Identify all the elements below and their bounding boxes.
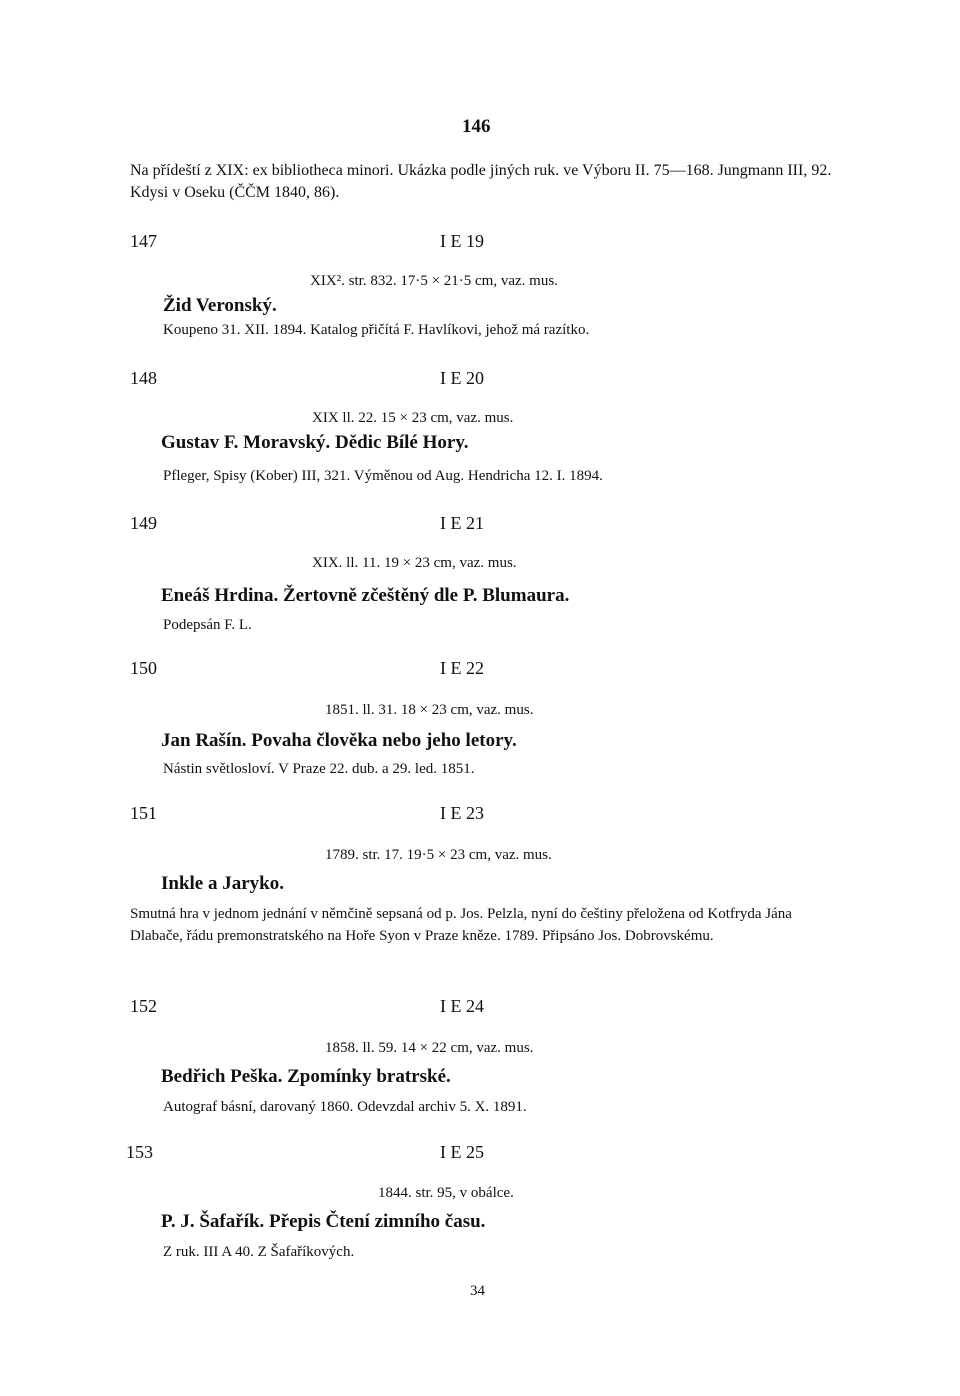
entry-note: Autograf básní, darovaný 1860. Odevzdal archiv 5. X. 1891. (163, 1099, 527, 1115)
entry-physical-description: 1851. ll. 31. 18 × 23 cm, vaz. mus. (325, 702, 534, 718)
entry-number: 150 (130, 658, 157, 678)
entry-number: 152 (130, 996, 157, 1016)
entry-signature: I E 23 (440, 803, 484, 823)
entry-title: Jan Rašín. Povaha člověka nebo jeho letory. (161, 730, 517, 751)
entry-title: Inkle a Jaryko. (161, 873, 284, 894)
entry-signature: I E 24 (440, 996, 484, 1016)
entry-number: 153 (126, 1142, 153, 1162)
entry-physical-description: 1858. ll. 59. 14 × 22 cm, vaz. mus. (325, 1040, 534, 1056)
entry-physical-description: XIX ll. 22. 15 × 23 cm, vaz. mus. (312, 410, 514, 426)
entry-note: Smutná hra v jednom jednání v němčině sepsaná od p. Jos. Pelzla, nyní do češtiny přeložena od Kotfryda Jána Dlabače, řádu premonstratského na Hoře Syon v Praze kněze. 1789. Připsáno Jos. Dobrovskému. (130, 906, 792, 944)
intro-paragraph: Na přídeští z XIX: ex bibliotheca minori. Ukázka podle jiných ruk. ve Výboru II. 75—168. Jungmann III, 92. Kdysi v Oseku (ČČM 1840, 86). (130, 162, 832, 201)
entry-title: Žid Veronský. (163, 295, 277, 316)
entry-note: Koupeno 31. XII. 1894. Katalog přičítá F. Havlíkovi, jehož má razítko. (163, 322, 590, 338)
entry-note: Podepsán F. L. (163, 617, 252, 633)
entry-signature: I E 22 (440, 658, 484, 678)
entry-number: 148 (130, 368, 157, 388)
entry-physical-description: 1844. str. 95, v obálce. (378, 1185, 514, 1201)
page-number: 146 (462, 116, 491, 137)
footer-page-number: 34 (470, 1283, 485, 1299)
entry-title: Bedřich Peška. Zpomínky bratrské. (161, 1066, 451, 1087)
entry-physical-description: XIX². str. 832. 17·5 × 21·5 cm, vaz. mus. (310, 273, 558, 289)
entry-note: Pfleger, Spisy (Kober) III, 321. Výměnou od Aug. Hendricha 12. I. 1894. (163, 468, 603, 484)
entry-physical-description: 1789. str. 17. 19·5 × 23 cm, vaz. mus. (325, 847, 552, 863)
entry-signature: I E 21 (440, 513, 484, 533)
entry-title: P. J. Šafařík. Přepis Čtení zimního času. (161, 1211, 486, 1232)
entry-number: 149 (130, 513, 157, 533)
entry-signature: I E 20 (440, 368, 484, 388)
entry-title: Eneáš Hrdina. Žertovně zčeštěný dle P. Blumaura. (161, 585, 570, 606)
entry-title: Gustav F. Moravský. Dědic Bílé Hory. (161, 432, 469, 453)
entry-note: Z ruk. III A 40. Z Šafaříkových. (163, 1244, 355, 1260)
entry-number: 151 (130, 803, 157, 823)
entry-number: 147 (130, 231, 157, 251)
entry-signature: I E 19 (440, 231, 484, 251)
entry-note: Nástin světlosloví. V Praze 22. dub. a 29. led. 1851. (163, 761, 475, 777)
entry-physical-description: XIX. ll. 11. 19 × 23 cm, vaz. mus. (312, 555, 517, 571)
entry-signature: I E 25 (440, 1142, 484, 1162)
